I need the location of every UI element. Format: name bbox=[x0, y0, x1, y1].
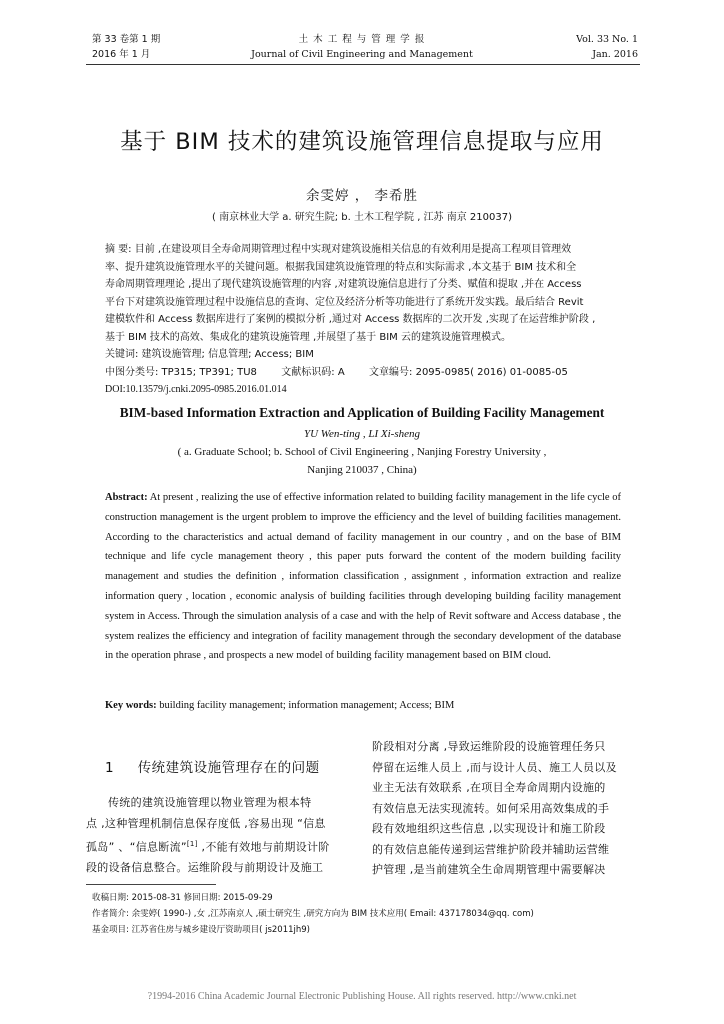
paper-title-en: BIM-based Information Extraction and Application of Building Facility Management bbox=[119, 405, 605, 420]
document-code: 文献标识码: A bbox=[281, 366, 345, 378]
copyright-notice: ?1994-2016 China Academic Journal Electronic Publishing House. All rights reserved. http://www.cnki.net bbox=[147, 991, 577, 1002]
abstract-cn-line: 率、提升建筑设施管理水平的关键问题。根据我国建筑设施管理的特点和实际需求 ,本文基于 BIM 技术和全 bbox=[105, 261, 577, 273]
body-line: 段的设备信息整合。运维阶段与前期设计及施工 bbox=[86, 861, 324, 875]
body-line: 停留在运维人员上 ,而与设计人员、施工人员以及 bbox=[372, 760, 617, 774]
body-line: 的有效信息能传递到运营维护阶段并辅助运营维 bbox=[372, 842, 610, 856]
classification-line bbox=[105, 364, 625, 382]
body-line: 有效信息无法实现流转。如何采用高效集成的手 bbox=[372, 801, 610, 815]
article-number: 文章编号: 2095-0985( 2016) 01-0085-05 bbox=[369, 366, 568, 378]
section-heading bbox=[105, 756, 320, 776]
keywords-en-label: Key words: bbox=[105, 700, 157, 711]
abstract-cn-line: 摘 要: 目前 ,在建设项目全寿命周期管理过程中实现对建筑设施相关信息的有效利用是提高工程项目管理效 bbox=[105, 244, 572, 255]
abstract-en-text: At present , realizing the use of effective information related to building facility management in the life cycle of construction management is the urgent problem to improve the efficiency and the level of building facilities management. According to the characteristics and actual demand of facility management in our country , and on the base of BIM technique and life cycle management theory , this paper puts forward the content of the modern building facility management and studies the definition , information classification , assignment , information extraction and realize information query , location , economic analysis of building facilities through developing building facility management system in Access. Through the simulation analysis of a case and with the help of Revit software and Access database , the system realizes the efficiency and integration of facility management through the secondary development of the database in the operation phrase , and prospects a new model of building facility management based on BIM cloud. bbox=[105, 492, 622, 662]
footnote-author-bio: 作者简介: 余雯婷( 1990-) ,女 ,江苏南京人 ,硕士研究生 ,研究方向为 BIM 技术应用( Email: 437178034@qq. com) bbox=[92, 909, 534, 919]
body-line: 段有效地组织这些信息 ,以实现设计和施工阶段 bbox=[372, 822, 606, 835]
header-volume-en: Vol. 33 No. 1 bbox=[576, 34, 638, 45]
abstract-cn-label: 摘 要: bbox=[105, 244, 132, 255]
header-journal-en: Journal of Civil Engineering and Management bbox=[251, 49, 473, 60]
body-line: 阶段相对分离 ,导致运维阶段的设施管理任务只 bbox=[372, 740, 606, 753]
footnote-dates: 收稿日期: 2015-08-31 修回日期: 2015-09-29 bbox=[92, 893, 273, 903]
footnote-rule bbox=[86, 884, 216, 885]
paper-title: 基于 BIM 技术的建筑设施管理信息提取与应用 bbox=[120, 129, 604, 155]
paper-affiliation-en-2: Nanjing 210037 , China) bbox=[307, 464, 417, 476]
keywords-cn: 关键词: 建筑设施管理; 信息管理; Access; BIM bbox=[105, 349, 314, 360]
body-line: 孤岛” 、“信息断流”[1] ,不能有效地与前期设计阶 bbox=[86, 840, 330, 854]
footnotes bbox=[92, 890, 652, 938]
left-column bbox=[86, 793, 352, 879]
citation-ref[interactable]: [1] bbox=[186, 840, 198, 848]
header-date-en: Jan. 2016 bbox=[592, 49, 638, 60]
body-line: 业主无法有效联系 ,在项目全寿命周期内设施的 bbox=[372, 781, 606, 794]
abstract-cn-line: 基于 BIM 技术的高效、集成化的建筑设施管理 ,并展望了基于 BIM 云的建筑设施管理模式。 bbox=[105, 331, 511, 343]
body-line: 传统的建筑设施管理以物业管理为根本特 bbox=[108, 796, 312, 809]
header-rule bbox=[86, 64, 640, 65]
clc-number: 中图分类号: TP315; TP391; TU8 bbox=[105, 366, 257, 378]
abstract-cn-line: 寿命周期管理理论 ,提出了现代建筑设施管理的内容 ,对建筑设施信息进行了分类、赋值和提取 ,并在 Access bbox=[105, 279, 582, 290]
paper-authors-en: YU Wen-ting , LI Xi-sheng bbox=[303, 428, 420, 440]
right-column bbox=[372, 737, 644, 881]
footnote-funding: 基金项目: 江苏省住房与城乡建设厅资助项目( js2011jh9) bbox=[92, 925, 310, 935]
section-number: 1 bbox=[105, 760, 115, 776]
body-line: 护管理 ,是当前建筑全生命周期管理中需要解决 bbox=[372, 863, 606, 876]
abstract-cn bbox=[105, 241, 625, 399]
keywords-en bbox=[105, 700, 454, 711]
header-journal-cn: 土 木 工 程 与 管 理 学 报 bbox=[298, 34, 426, 45]
abstract-cn-line: 平台下对建筑设施管理过程中设施信息的查询、定位及经济分析等功能进行了系统开发实践。最后结合 Revit bbox=[105, 296, 584, 308]
abstract-cn-line: 建模软件和 Access 数据库进行了案例的模拟分析 ,通过对 Access 数据库的二次开发 ,实现了在运营维护阶段 , bbox=[105, 314, 596, 325]
abstract-en bbox=[105, 488, 621, 666]
header-date-cn: 2016 年 1 月 bbox=[92, 49, 151, 60]
keywords-en-text: building facility management; information management; Access; BIM bbox=[159, 700, 455, 711]
paper-authors: 余雯婷 ， 李希胜 bbox=[305, 188, 419, 204]
section-title: 传统建筑设施管理存在的问题 bbox=[137, 760, 320, 776]
paper-affiliation-en-1: ( a. Graduate School; b. School of Civil Engineering , Nanjing Forestry University , bbox=[177, 446, 547, 458]
body-line: 点 ,这种管理机制信息保存度低 ,容易出现 “信息 bbox=[86, 816, 326, 830]
paper-affiliation: ( 南京林业大学 a. 研究生院; b. 土木工程学院 , 江苏 南京 210037) bbox=[212, 212, 512, 223]
abstract-en-label: Abstract: bbox=[105, 492, 148, 503]
header-volume-cn: 第 33 卷第 1 期 bbox=[92, 34, 161, 45]
doi: DOI:10.13579/j.cnki.2095-0985.2016.01.014 bbox=[105, 384, 287, 395]
